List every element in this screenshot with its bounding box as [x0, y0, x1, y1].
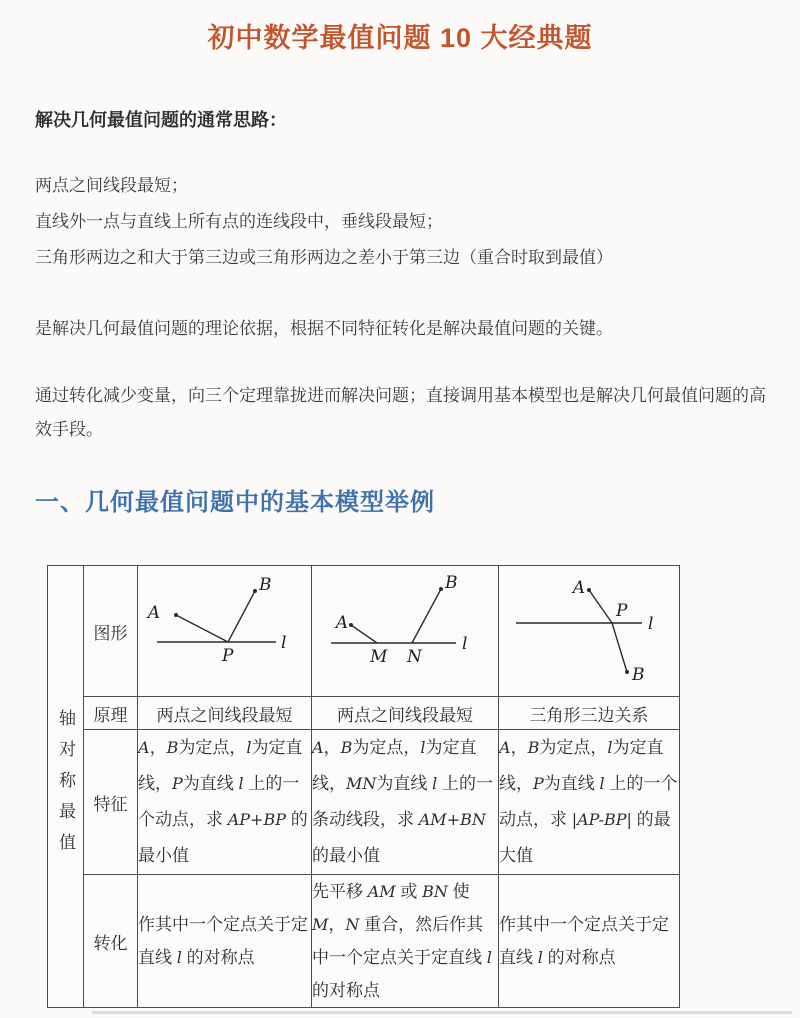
row-label-feature: 特征: [84, 730, 138, 875]
transform-cell-2: 先平移 AM 或 BN 使 M，N 重合，然后作其中一个定点关于定直线 l 的对称点: [312, 875, 499, 1008]
page-title: 初中数学最值问题 10 大经典题: [207, 23, 593, 53]
point-label-b: B: [445, 573, 458, 593]
scan-artifact-line: [92, 1011, 792, 1014]
line-label-l: l: [281, 633, 287, 653]
category-header-cell: [48, 566, 84, 1008]
principles-block: [35, 168, 613, 276]
transform-cell-3: 作其中一个定点关于定直线 l 的对称点: [499, 875, 680, 1008]
point-label-m: M: [370, 647, 388, 667]
principle-cell-2: 两点之间线段最短: [312, 697, 499, 730]
principle-line-3: 三角形两边之和大于第三边或三角形两边之差小于第三边（重合时取到最值）: [35, 248, 613, 267]
section-heading: 一、几何最值问题中的基本模型举例: [35, 489, 435, 516]
models-table: [47, 565, 680, 1008]
line-label-l: l: [648, 614, 654, 634]
point-label-a: A: [147, 603, 160, 623]
principle-cell-1: 两点之间线段最短: [138, 697, 312, 730]
point-label-b: B: [259, 575, 272, 595]
row-label-transform: 转化: [84, 875, 138, 1008]
method-paragraph: 通过转化减少变量，向三个定理靠拢进而解决问题；直接调用基本模型也是解决几何最值问题的高效手段。: [35, 386, 766, 439]
lead-paragraph: 解决几何最值问题的通常思路：: [35, 110, 287, 130]
feature-cell-1: A，B为定点，l为定直线，P为直线 l 上的一个动点，求 AP+BP 的最小值: [138, 730, 312, 875]
basis-paragraph: 是解决几何最值问题的理论依据，根据不同特征转化是解决最值问题的关键。: [35, 319, 613, 338]
geometry-diagram-crossing-line: [499, 566, 680, 696]
geometry-diagram-moving-segment: [312, 566, 499, 696]
feature-cell-3: A，B为定点，l为定直线，P为直线 l 上的一个动点，求 |AP-BP| 的最大值: [499, 730, 680, 875]
point-label-n: N: [407, 647, 422, 667]
principle-cell-3: 三角形三边关系: [499, 697, 680, 730]
feature-cell-2: A，B为定点，l为定直线，MN为直线 l 上的一条动线段，求 AM+BN 的最小值: [312, 730, 499, 875]
point-label-p: P: [616, 601, 628, 621]
category-vertical-label: 轴对称最值: [56, 709, 75, 864]
diagram-cell-3: [499, 566, 680, 697]
principle-line-2: 直线外一点与直线上所有点的连线段中，垂线段最短；: [35, 212, 443, 231]
geometry-diagram-reflection-point: [138, 566, 312, 696]
diagram-cell-2: [312, 566, 499, 697]
principle-line-1: 两点之间线段最短；: [35, 176, 188, 195]
point-label-a: A: [335, 613, 348, 633]
diagram-cell-1: [138, 566, 312, 697]
row-label-diagram: 图形: [84, 566, 138, 697]
point-label-b: B: [632, 665, 645, 685]
point-label-a: A: [572, 578, 585, 598]
transform-cell-1: 作其中一个定点关于定直线 l 的对称点: [138, 875, 312, 1008]
row-label-principle: 原理: [84, 697, 138, 730]
point-label-p: P: [222, 646, 234, 666]
line-label-l: l: [462, 634, 468, 654]
